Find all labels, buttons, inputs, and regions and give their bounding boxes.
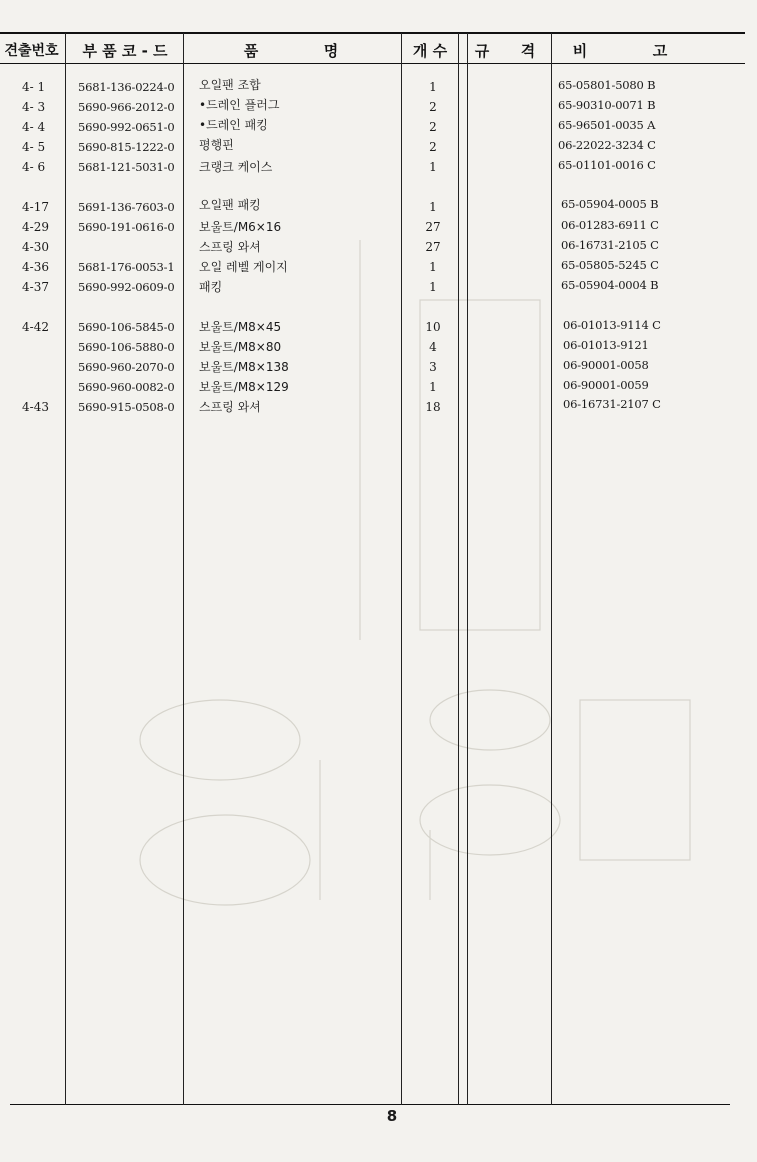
row-11-code: 5690-106-5845-0 <box>78 320 175 334</box>
row-4-ref: 4- 5 <box>22 140 46 154</box>
row-9-name: 오일 레벨 게이지 <box>199 260 288 274</box>
row-10-ref: 4-37 <box>22 280 49 294</box>
row-6-name: 오일팬 패킹 <box>199 198 261 212</box>
row-1-qty: 1 <box>429 80 437 94</box>
row-9-code: 5681-176-0053-1 <box>78 260 175 274</box>
page-number: 8 <box>386 1107 398 1125</box>
row-4-code: 5690-815-1222-0 <box>78 140 175 154</box>
row-15-note: 06-16731-2107 C <box>563 397 661 411</box>
row-12-code: 5690-106-5880-0 <box>78 340 175 354</box>
row-1-note: 65-05801-5080 B <box>558 78 656 92</box>
col-divider-3 <box>401 33 402 1105</box>
row-1-ref: 4- 1 <box>22 80 46 94</box>
row-1-code: 5681-136-0224-0 <box>78 80 175 94</box>
header-note-2: 고 <box>652 42 668 60</box>
row-6-code: 5691-136-7603-0 <box>78 200 175 214</box>
col-divider-6 <box>551 33 552 1105</box>
header-qty: 개 수 <box>412 42 448 60</box>
row-7-note: 06-01283-6911 C <box>561 218 659 232</box>
row-13-code: 5690-960-2070-0 <box>78 360 175 374</box>
row-6-ref: 4-17 <box>22 200 49 214</box>
row-4-qty: 2 <box>429 140 437 154</box>
header-ref: 견출번호 <box>4 43 59 59</box>
bottom-rule <box>10 1104 730 1105</box>
row-2-ref: 4- 3 <box>22 100 46 114</box>
header-code: 부 품 코 - 드 <box>82 42 168 60</box>
row-7-qty: 27 <box>425 220 441 234</box>
col-divider-5 <box>467 33 468 1105</box>
row-5-qty: 1 <box>429 160 437 174</box>
row-14-note: 06-90001-0059 <box>563 378 649 392</box>
row-2-note: 65-90310-0071 B <box>558 98 656 112</box>
row-15-name: 스프링 와셔 <box>199 400 261 414</box>
header-note-1: 비 <box>572 42 588 60</box>
row-10-code: 5690-992-0609-0 <box>78 280 175 294</box>
row-12-name: 보울트/M8×80 <box>199 340 282 354</box>
row-3-name: •드레인 패킹 <box>199 118 268 132</box>
row-11-qty: 10 <box>425 320 441 334</box>
header-name-2: 명 <box>323 42 339 60</box>
row-9-ref: 4-36 <box>22 260 49 274</box>
row-2-code: 5690-966-2012-0 <box>78 100 175 114</box>
row-14-name: 보울트/M8×129 <box>199 380 289 394</box>
row-9-qty: 1 <box>429 260 437 274</box>
row-10-name: 패킹 <box>199 280 223 294</box>
row-13-name: 보울트/M8×138 <box>199 360 289 374</box>
row-5-name: 크랭크 케이스 <box>199 160 273 174</box>
header-spec-1: 규 <box>474 42 490 60</box>
row-11-name: 보울트/M8×45 <box>199 320 282 334</box>
row-6-qty: 1 <box>429 200 437 214</box>
row-5-note: 65-01101-0016 C <box>558 158 656 172</box>
row-7-ref: 4-29 <box>22 220 49 234</box>
row-3-code: 5690-992-0651-0 <box>78 120 175 134</box>
row-15-qty: 18 <box>425 400 441 414</box>
row-13-note: 06-90001-0058 <box>563 358 649 372</box>
row-6-note: 65-05904-0005 B <box>561 197 659 211</box>
row-9-note: 65-05805-5245 C <box>561 258 659 272</box>
row-7-code: 5690-191-0616-0 <box>78 220 175 234</box>
row-15-code: 5690-915-0508-0 <box>78 400 175 414</box>
row-3-qty: 2 <box>429 120 437 134</box>
top-rule <box>0 32 745 34</box>
row-11-note: 06-01013-9114 C <box>563 318 661 332</box>
row-3-note: 65-96501-0035 A <box>558 118 656 132</box>
row-3-ref: 4- 4 <box>22 120 46 134</box>
row-14-qty: 1 <box>429 380 437 394</box>
row-5-ref: 4- 6 <box>22 160 46 174</box>
row-8-note: 06-16731-2105 C <box>561 238 659 252</box>
row-8-ref: 4-30 <box>22 240 49 254</box>
row-11-ref: 4-42 <box>22 320 49 334</box>
col-divider-1 <box>65 33 66 1105</box>
row-12-qty: 4 <box>429 340 437 354</box>
row-13-qty: 3 <box>429 360 437 374</box>
row-12-note: 06-01013-9121 <box>563 338 649 352</box>
col-divider-4 <box>458 33 459 1105</box>
row-8-qty: 27 <box>425 240 441 254</box>
row-4-name: 평행핀 <box>199 138 234 152</box>
row-15-ref: 4-43 <box>22 400 49 414</box>
row-14-code: 5690-960-0082-0 <box>78 380 175 394</box>
row-10-qty: 1 <box>429 280 437 294</box>
header-spec-2: 격 <box>520 42 536 60</box>
row-2-name: •드레인 플러그 <box>199 98 280 112</box>
row-10-note: 65-05904-0004 B <box>561 278 659 292</box>
row-8-name: 스프링 와셔 <box>199 240 261 254</box>
col-divider-2 <box>183 33 184 1105</box>
row-2-qty: 2 <box>429 100 437 114</box>
row-1-name: 오일팬 조합 <box>199 78 261 92</box>
header-name-1: 품 <box>243 42 259 60</box>
row-7-name: 보울트/M6×16 <box>199 220 282 234</box>
row-5-code: 5681-121-5031-0 <box>78 160 175 174</box>
row-4-note: 06-22022-3234 C <box>558 138 656 152</box>
